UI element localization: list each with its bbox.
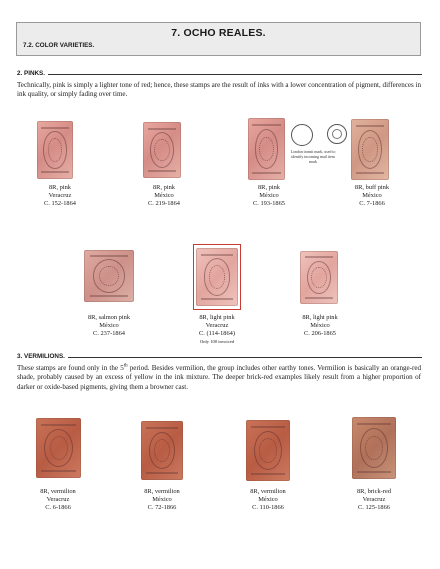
stamp-image — [84, 250, 134, 302]
chapter-subtitle: 7.2. COLOR VARIETIES. — [23, 42, 95, 49]
stamp-image — [248, 118, 285, 180]
section-heading-label: 2. PINKS. — [17, 69, 45, 77]
chapter-title: 7. OCHO REALES. — [171, 27, 266, 39]
stamp-image — [246, 420, 290, 481]
stamp-caption: 8R, pink México C. 219-1864 — [148, 184, 180, 208]
stamp-caption: 8R, pink México C. 193-1865 — [253, 184, 285, 208]
stamp-image — [351, 119, 389, 180]
stamp-caption: 8R, pink Veracruz C. 152-1864 — [44, 184, 76, 208]
stamp-caption: 8R, vermilion México C. 72-1866 — [144, 488, 180, 512]
stamp-caption: 8R, salmon pink México C. 237-1864 — [87, 314, 131, 338]
stamp-image — [196, 248, 238, 306]
stamp-image — [300, 251, 338, 304]
stamp-caption: 8R, brick-red Veracruz C. 125-1866 — [356, 488, 392, 512]
stamp-image — [141, 421, 183, 480]
pinks-paragraph: Technically, pink is simply a lighter tone of red; hence, these stamps are the result of inks with a lower concentration of pigment, differences in ink quality, or simply fading over time. — [17, 81, 421, 99]
stamp-image — [352, 417, 396, 479]
stamp-caption: 8R, light pink Veracruz C. (114-1864) Only 100 invoiced — [177, 314, 257, 345]
stamp-image — [36, 418, 81, 478]
stamp-caption: 8R, vermilion México C. 110-1866 — [250, 488, 286, 512]
chapter-header — [16, 22, 421, 56]
stamp-image — [143, 122, 181, 178]
vermilions-paragraph: These stamps are found only in the 5th period. Besides vermilion, the group includes other earthy tones. Vermilion is basically an orange-red shade, probably caused by an excess of yellow in the ink mixture. The deeper brick-red examples likely result from a higher proportion of darker or oxide-based pigments, giving them a browner cast. — [17, 363, 421, 391]
postmark-circle — [327, 124, 347, 144]
stamp-caption: 8R, vermilion Veracruz C. 6-1866 — [40, 488, 76, 512]
section-heading-label: 3. VERMILIONS. — [17, 352, 65, 360]
stamp-image — [37, 121, 73, 179]
section-heading-pinks — [17, 68, 422, 78]
postmark-circle — [291, 124, 313, 146]
stamp-caption: 8R, light pink México C. 206-1865 — [302, 314, 338, 338]
section-rule — [48, 74, 422, 75]
stamp-caption: 8R, buff pink México C. 7-1866 — [354, 184, 390, 208]
section-heading-vermilions — [17, 351, 422, 361]
stamp-note: Only 100 invoiced — [199, 338, 235, 344]
section-rule — [68, 357, 422, 358]
transit-note: London transit mark, used to identify incoming mail item mark — [290, 150, 336, 164]
